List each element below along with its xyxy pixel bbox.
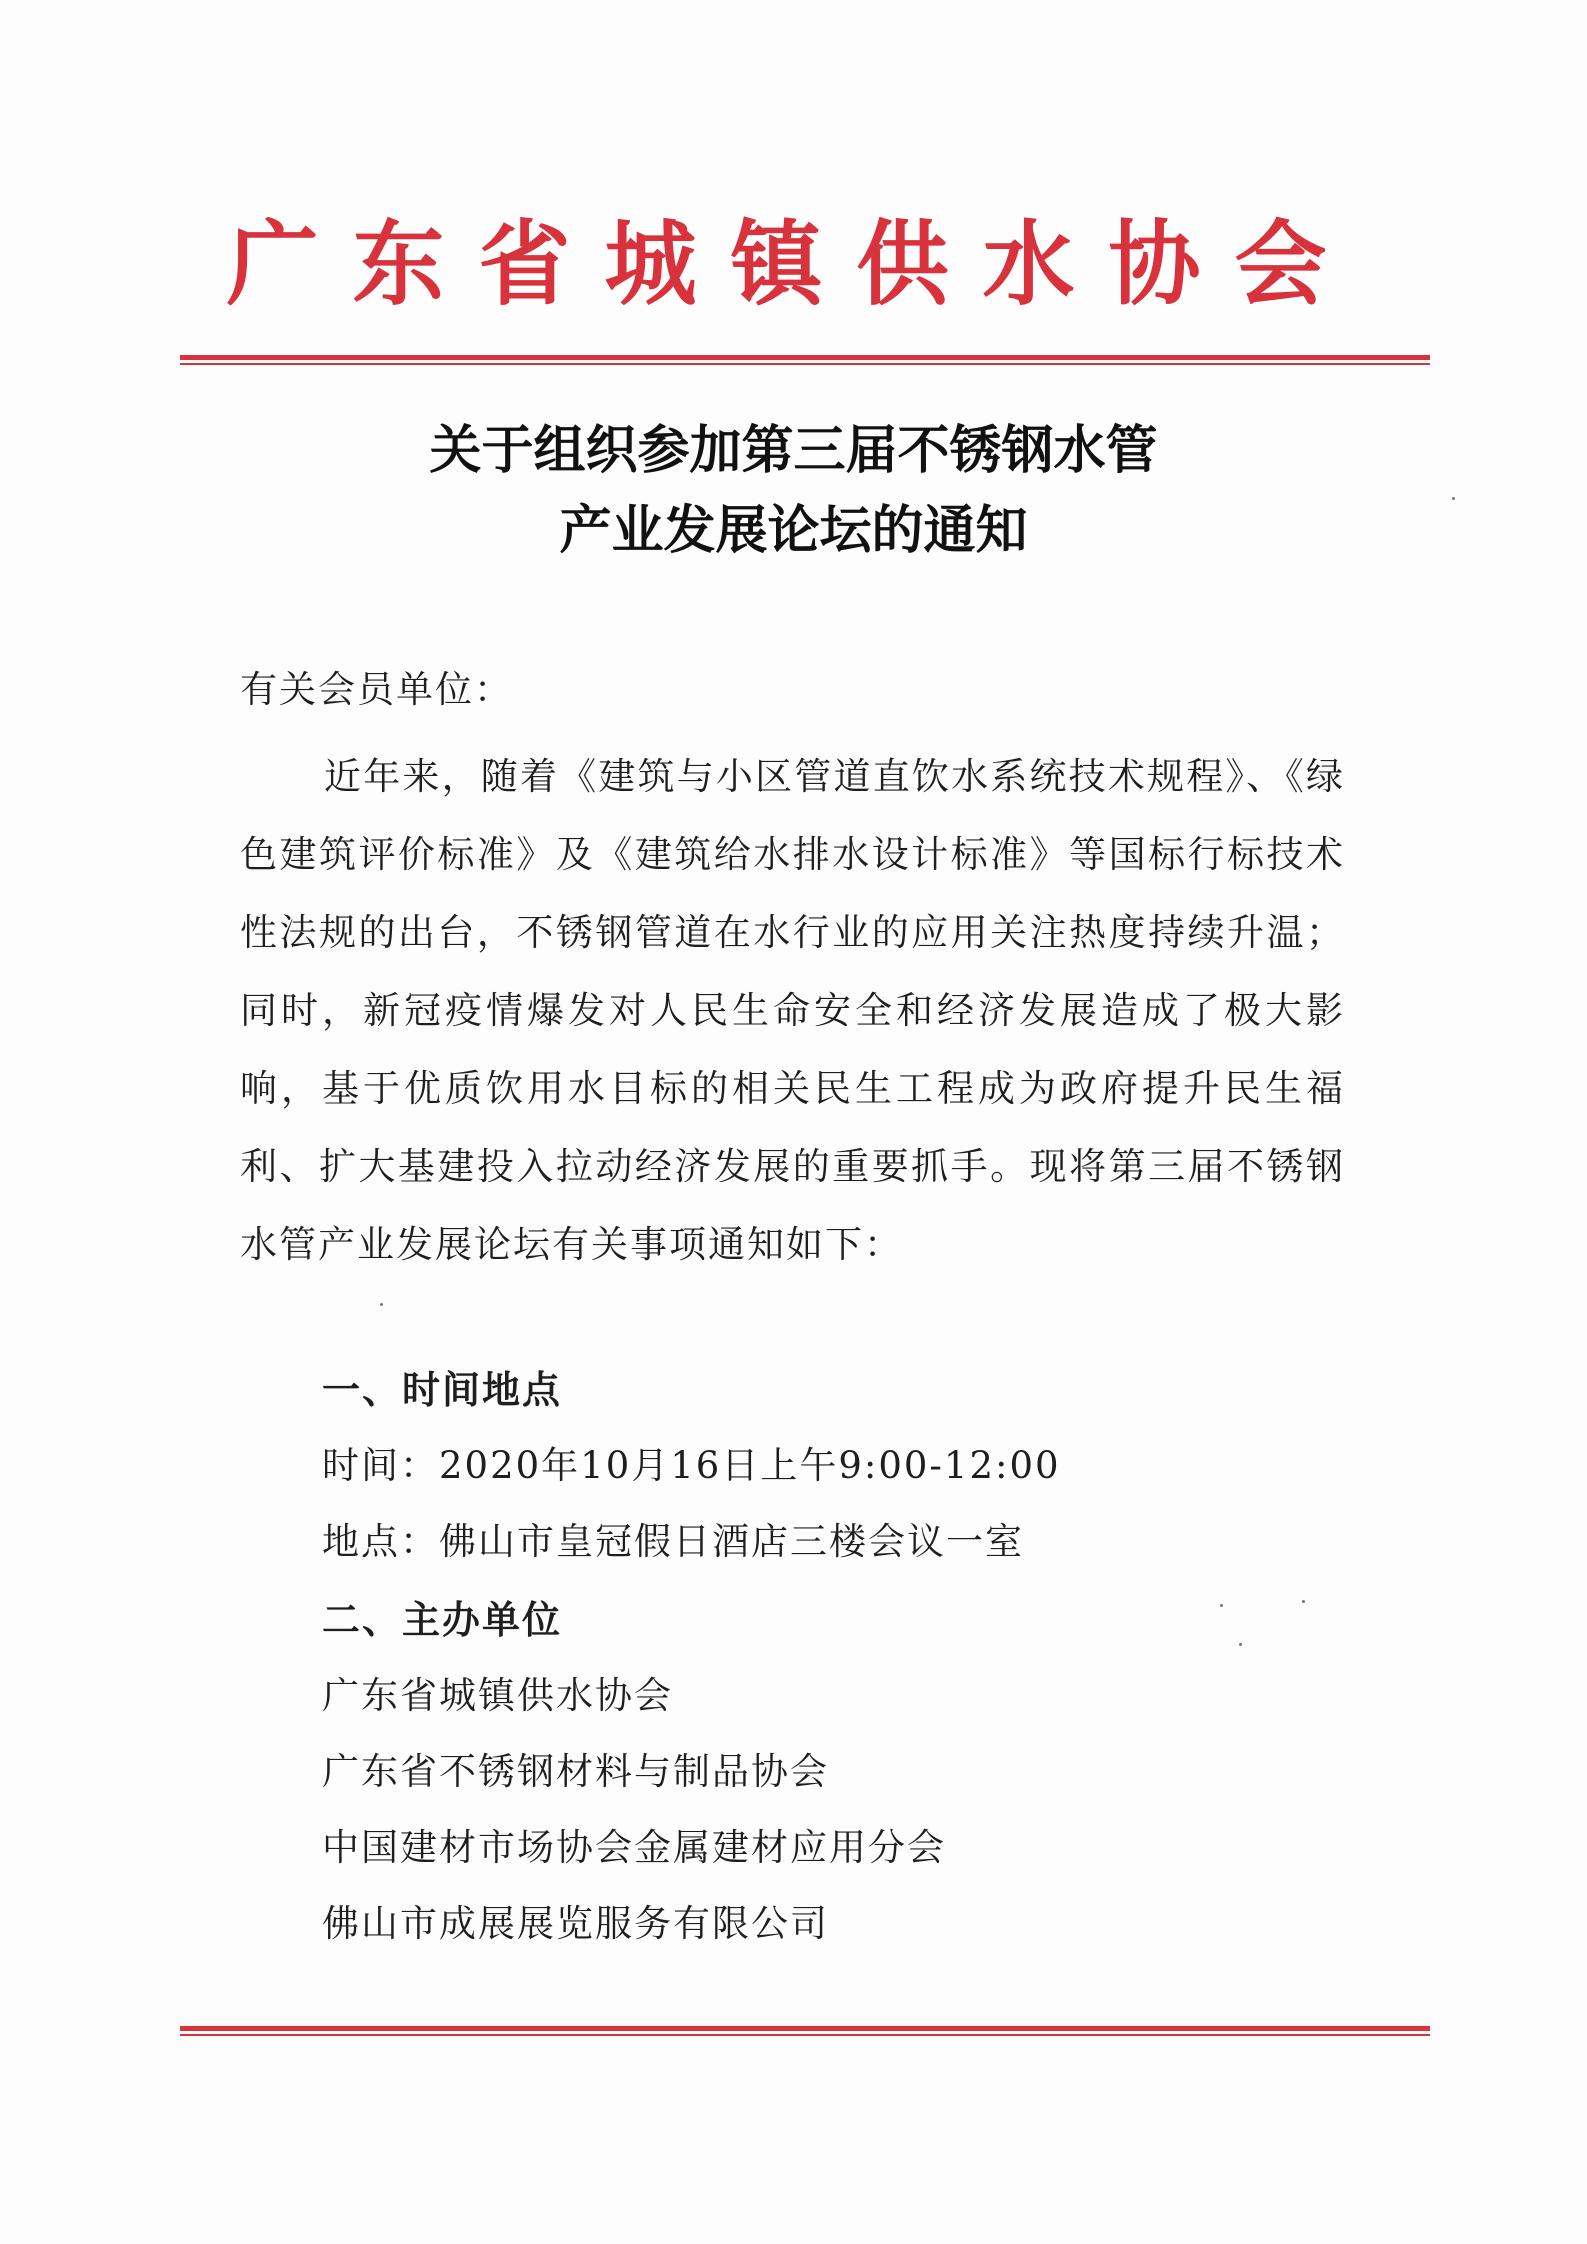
document-title-line-1: 关于组织参加第三届不锈钢水管	[429, 420, 1158, 481]
section-heading-time-place: 一、时间地点	[322, 1368, 563, 1412]
scan-speck	[1302, 1600, 1305, 1603]
scan-speck	[1239, 1643, 1242, 1646]
divider-thin-line	[180, 2034, 1430, 2036]
organizer-item: 中国建材市场协会金属建材应用分会	[322, 1826, 946, 1869]
document-title-line-2: 产业发展论坛的通知	[559, 500, 1028, 561]
intro-paragraph: 近年来，随着《建筑与小区管道直饮水系统技术规程》、《绿色建筑评价标准》及《建筑给水排水设计标准》等国标行标技术性法规的出台，不锈钢管道在水行业的应用关注热度持续升温；同时，新冠疫情爆发对人民生命安全和经济发展造成了极大影响，基于优质饮用水目标的相关民生工程成为政府提升民生福利、扩大基建投入拉动经济发展的重要抓手。现将第三届不锈钢水管产业发展论坛有关事项通知如下：	[240, 755, 1345, 1266]
salutation: 有关会员单位：	[240, 668, 513, 711]
letterhead-divider	[180, 355, 1430, 366]
organizer-item: 佛山市成展展览服务有限公司	[322, 1902, 829, 1945]
scan-speck	[1452, 497, 1455, 500]
organizer-item: 广东省城镇供水协会	[322, 1674, 673, 1717]
section-heading-organizers: 二、主办单位	[322, 1598, 563, 1642]
letterhead-org-name: 广东省城镇供水协会	[226, 211, 1361, 318]
footer-divider	[180, 2026, 1430, 2037]
scan-speck	[380, 1303, 383, 1306]
divider-thin-line	[180, 363, 1430, 365]
scan-speck	[1220, 1604, 1223, 1607]
event-time: 时间：2020年10月16日上午9:00-12:00	[322, 1444, 1061, 1487]
divider-thick-line	[180, 355, 1430, 360]
divider-thick-line	[180, 2026, 1430, 2031]
event-place: 地点：佛山市皇冠假日酒店三楼会议一室	[322, 1520, 1024, 1563]
organizer-item: 广东省不锈钢材料与制品协会	[322, 1750, 829, 1793]
